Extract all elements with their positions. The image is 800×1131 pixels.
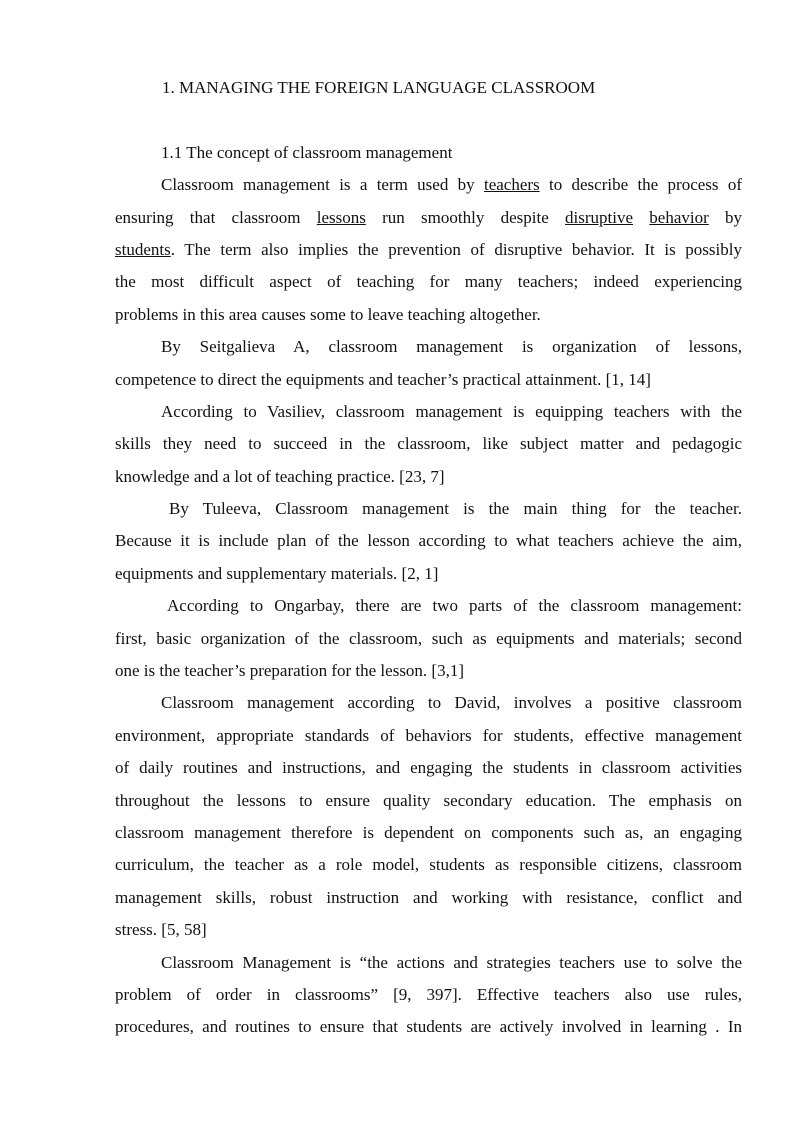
paragraph-7-line-2: problem of order in classrooms” [9, 397]. Effective teachers also use rules, [115,984,742,1004]
link-lessons[interactable]: lessons [316,207,366,227]
paragraph-4-line-1: By Tuleeva, Classroom management is the main thing for the teacher. [169,499,742,519]
paragraph-1-line-5: problems in this area causes some to leave teaching altogether. [115,304,541,324]
paragraph-2-line-1: By Seitgalieva A, classroom management is organization of lessons, [161,337,742,357]
text-run [633,208,649,227]
document-body [115,72,742,1044]
section-heading: 1.1 The concept of classroom management [161,142,453,162]
link-teachers[interactable]: teachers [483,175,540,195]
paragraph-7-line-1: Classroom Management is “the actions and strategies teachers use to solve the [161,952,742,972]
paragraph-6-line-5: classroom management therefore is dependent on components such as, an engaging [115,822,742,842]
text-run: ensuring that classroom [115,207,317,227]
paragraph-6-line-7: management skills, robust instruction and working with resistance, conflict and [115,887,742,907]
text-run: to describe the process of [539,175,742,195]
paragraph-6-line-8: stress. [5, 58] [115,920,207,940]
paragraph-4-line-2: Because it is include plan of the lesson according to what teachers achieve the aim, [115,531,742,551]
paragraph-6-line-2: environment, appropriate standards of behaviors for students, effective management [115,725,742,745]
paragraph-1-line-3 [115,234,742,266]
chapter-heading: 1. MANAGING THE FOREIGN LANGUAGE CLASSROOM [162,78,596,97]
text-run: . The term also implies the prevention of disruptive behavior. It is possibly [170,239,742,259]
paragraph-1-line-1 [115,169,742,201]
paragraph-5-line-3: one is the teacher’s preparation for the lesson. [3,1] [115,661,465,681]
paragraph-6-line-1: Classroom management according to David, involves a positive classroom [161,693,742,713]
paragraph-5-line-2: first, basic organization of the classroom, such as equipments and materials; second [115,628,742,648]
paragraph-1-line-2 [115,202,742,234]
paragraph-6-line-6: curriculum, the teacher as a role model, students as responsible citizens, classroom [115,855,742,875]
paragraph-3-line-3: knowledge and a lot of teaching practice. [23, 7] [115,466,445,486]
paragraph-7-line-3: procedures, and routines to ensure that students are actively involved in learning . In [115,1017,742,1037]
paragraph-4-line-3: equipments and supplementary materials. [2, 1] [115,563,439,583]
paragraph-1-line-4: the most difficult aspect of teaching for many teachers; indeed experiencing [115,272,742,292]
text-run: by [708,207,743,227]
paragraph-6-line-4: throughout the lessons to ensure quality secondary education. The emphasis on [115,790,742,810]
paragraph-5-line-1: According to Ongarbay, there are two parts of the classroom management: [167,596,742,616]
link-behavior[interactable]: behavior [649,207,709,227]
link-disruptive[interactable]: disruptive [565,207,634,227]
link-students[interactable]: students [115,239,171,259]
spacer [115,104,742,136]
text-run: Classroom management is a term used by [161,175,484,195]
paragraph-2-line-2: competence to direct the equipments and teacher’s practical attainment. [1, 14] [115,369,651,389]
paragraph-3-line-2: skills they need to succeed in the classroom, like subject matter and pedagogic [115,434,742,454]
paragraph-6-line-3: of daily routines and instructions, and engaging the students in classroom activities [115,758,742,778]
text-run: run smoothly despite [365,207,566,227]
paragraph-3-line-1: According to Vasiliev, classroom management is equipping teachers with the [161,401,742,421]
